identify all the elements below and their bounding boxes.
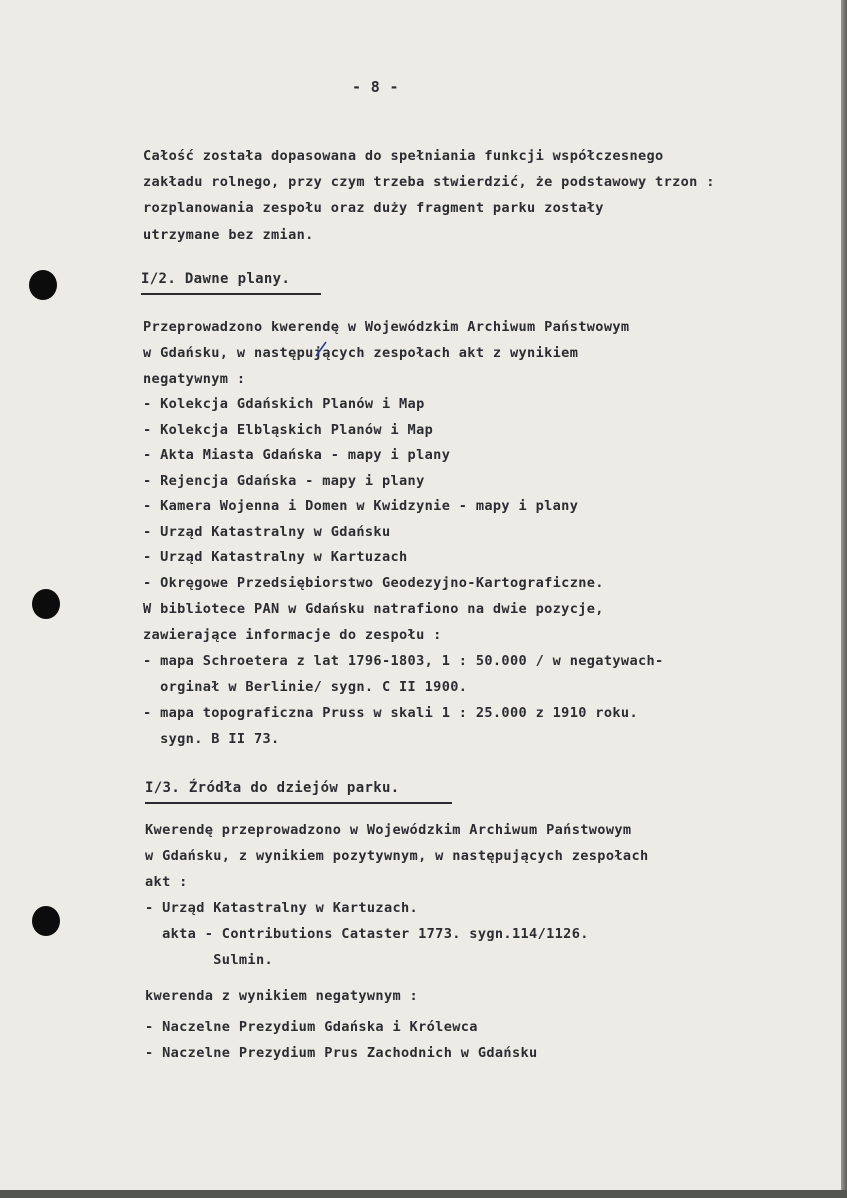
section1-list-item: - Urząd Katastralny w Gdańsku bbox=[143, 524, 391, 540]
section1-line-3: negatywnym : bbox=[143, 371, 246, 387]
section2-list-item: - Urząd Katastralny w Kartuzach. bbox=[145, 900, 419, 916]
section1-map-item: - mapa topograficzna Pruss w skali 1 : 25.000 z 1910 roku. bbox=[143, 705, 638, 721]
section-heading-dawne-plany: I/2. Dawne plany. bbox=[141, 271, 291, 287]
intro-line-4: utrzymane bez zmian. bbox=[143, 227, 314, 243]
section2-record: akta - Contributions Cataster 1773. sygn.114/1126. bbox=[145, 926, 589, 942]
section2-list-item: - Naczelne Prezydium Gdańska i Królewca bbox=[145, 1019, 478, 1035]
section1-list-item: - Urząd Katastralny w Kartuzach bbox=[143, 549, 408, 565]
section2-line-3: akt : bbox=[145, 874, 188, 890]
section1-line-1: Przeprowadzono kwerendę w Wojewódzkim Archiwum Państwowym bbox=[143, 319, 630, 335]
section2-line-2: w Gdańsku, z wynikiem pozytywnym, w następujących zespołach bbox=[145, 848, 649, 864]
page-edge-shadow bbox=[841, 0, 847, 1198]
punch-hole-bottom bbox=[32, 906, 60, 936]
section1-line-library-2: zawierające informacje do zespołu : bbox=[143, 627, 442, 643]
section1-map-item-cont: sygn. B II 73. bbox=[143, 731, 280, 747]
section2-line-1: Kwerendę przeprowadzono w Wojewódzkim Archiwum Państwowym bbox=[145, 822, 632, 838]
section2-negative-label: kwerenda z wynikiem negatywnym : bbox=[145, 988, 419, 1004]
intro-line-3: rozplanowania zespołu oraz duży fragment parku zostały bbox=[143, 200, 604, 216]
pen-correction-mark bbox=[314, 340, 328, 358]
section-heading-zrodla: I/3. Źródła do dziejów parku. bbox=[145, 780, 400, 796]
punch-hole-middle bbox=[32, 589, 60, 619]
heading-underline bbox=[141, 293, 321, 295]
section1-map-item-cont: orginał w Berlinie/ sygn. C II 1900. bbox=[143, 679, 468, 695]
section1-list-item: - Kamera Wojenna i Domen w Kwidzynie - mapy i plany bbox=[143, 498, 579, 514]
section1-list-item: - Kolekcja Elbląskich Planów i Map bbox=[143, 422, 434, 438]
section2-record-place: Sulmin. bbox=[145, 952, 274, 968]
section1-map-item: - mapa Schroetera z lat 1796-1803, 1 : 50.000 / w negatywach- bbox=[143, 653, 664, 669]
section1-list-item: - Okręgowe Przedsiębiorstwo Geodezyjno-Kartograficzne. bbox=[143, 575, 604, 591]
section1-list-item: - Rejencja Gdańska - mapy i plany bbox=[143, 473, 425, 489]
page-number: - 8 - bbox=[352, 78, 399, 96]
intro-line-1: Całość została dopasowana do spełniania funkcji współczesnego bbox=[143, 148, 664, 164]
intro-line-2: zakładu rolnego, przy czym trzeba stwierdzić, że podstawowy trzon : bbox=[143, 174, 715, 190]
heading-underline bbox=[145, 802, 452, 804]
section1-line-library: W bibliotece PAN w Gdańsku natrafiono na dwie pozycje, bbox=[143, 601, 604, 617]
section1-line-2: w Gdańsku, w następujących zespołach akt z wynikiem bbox=[143, 345, 579, 361]
page-bottom-shadow bbox=[0, 1190, 847, 1198]
section1-list-item: - Kolekcja Gdańskich Planów i Map bbox=[143, 396, 425, 412]
section1-list-item: - Akta Miasta Gdańska - mapy i plany bbox=[143, 447, 451, 463]
punch-hole-top bbox=[29, 270, 57, 300]
section2-list-item: - Naczelne Prezydium Prus Zachodnich w Gdańsku bbox=[145, 1045, 538, 1061]
